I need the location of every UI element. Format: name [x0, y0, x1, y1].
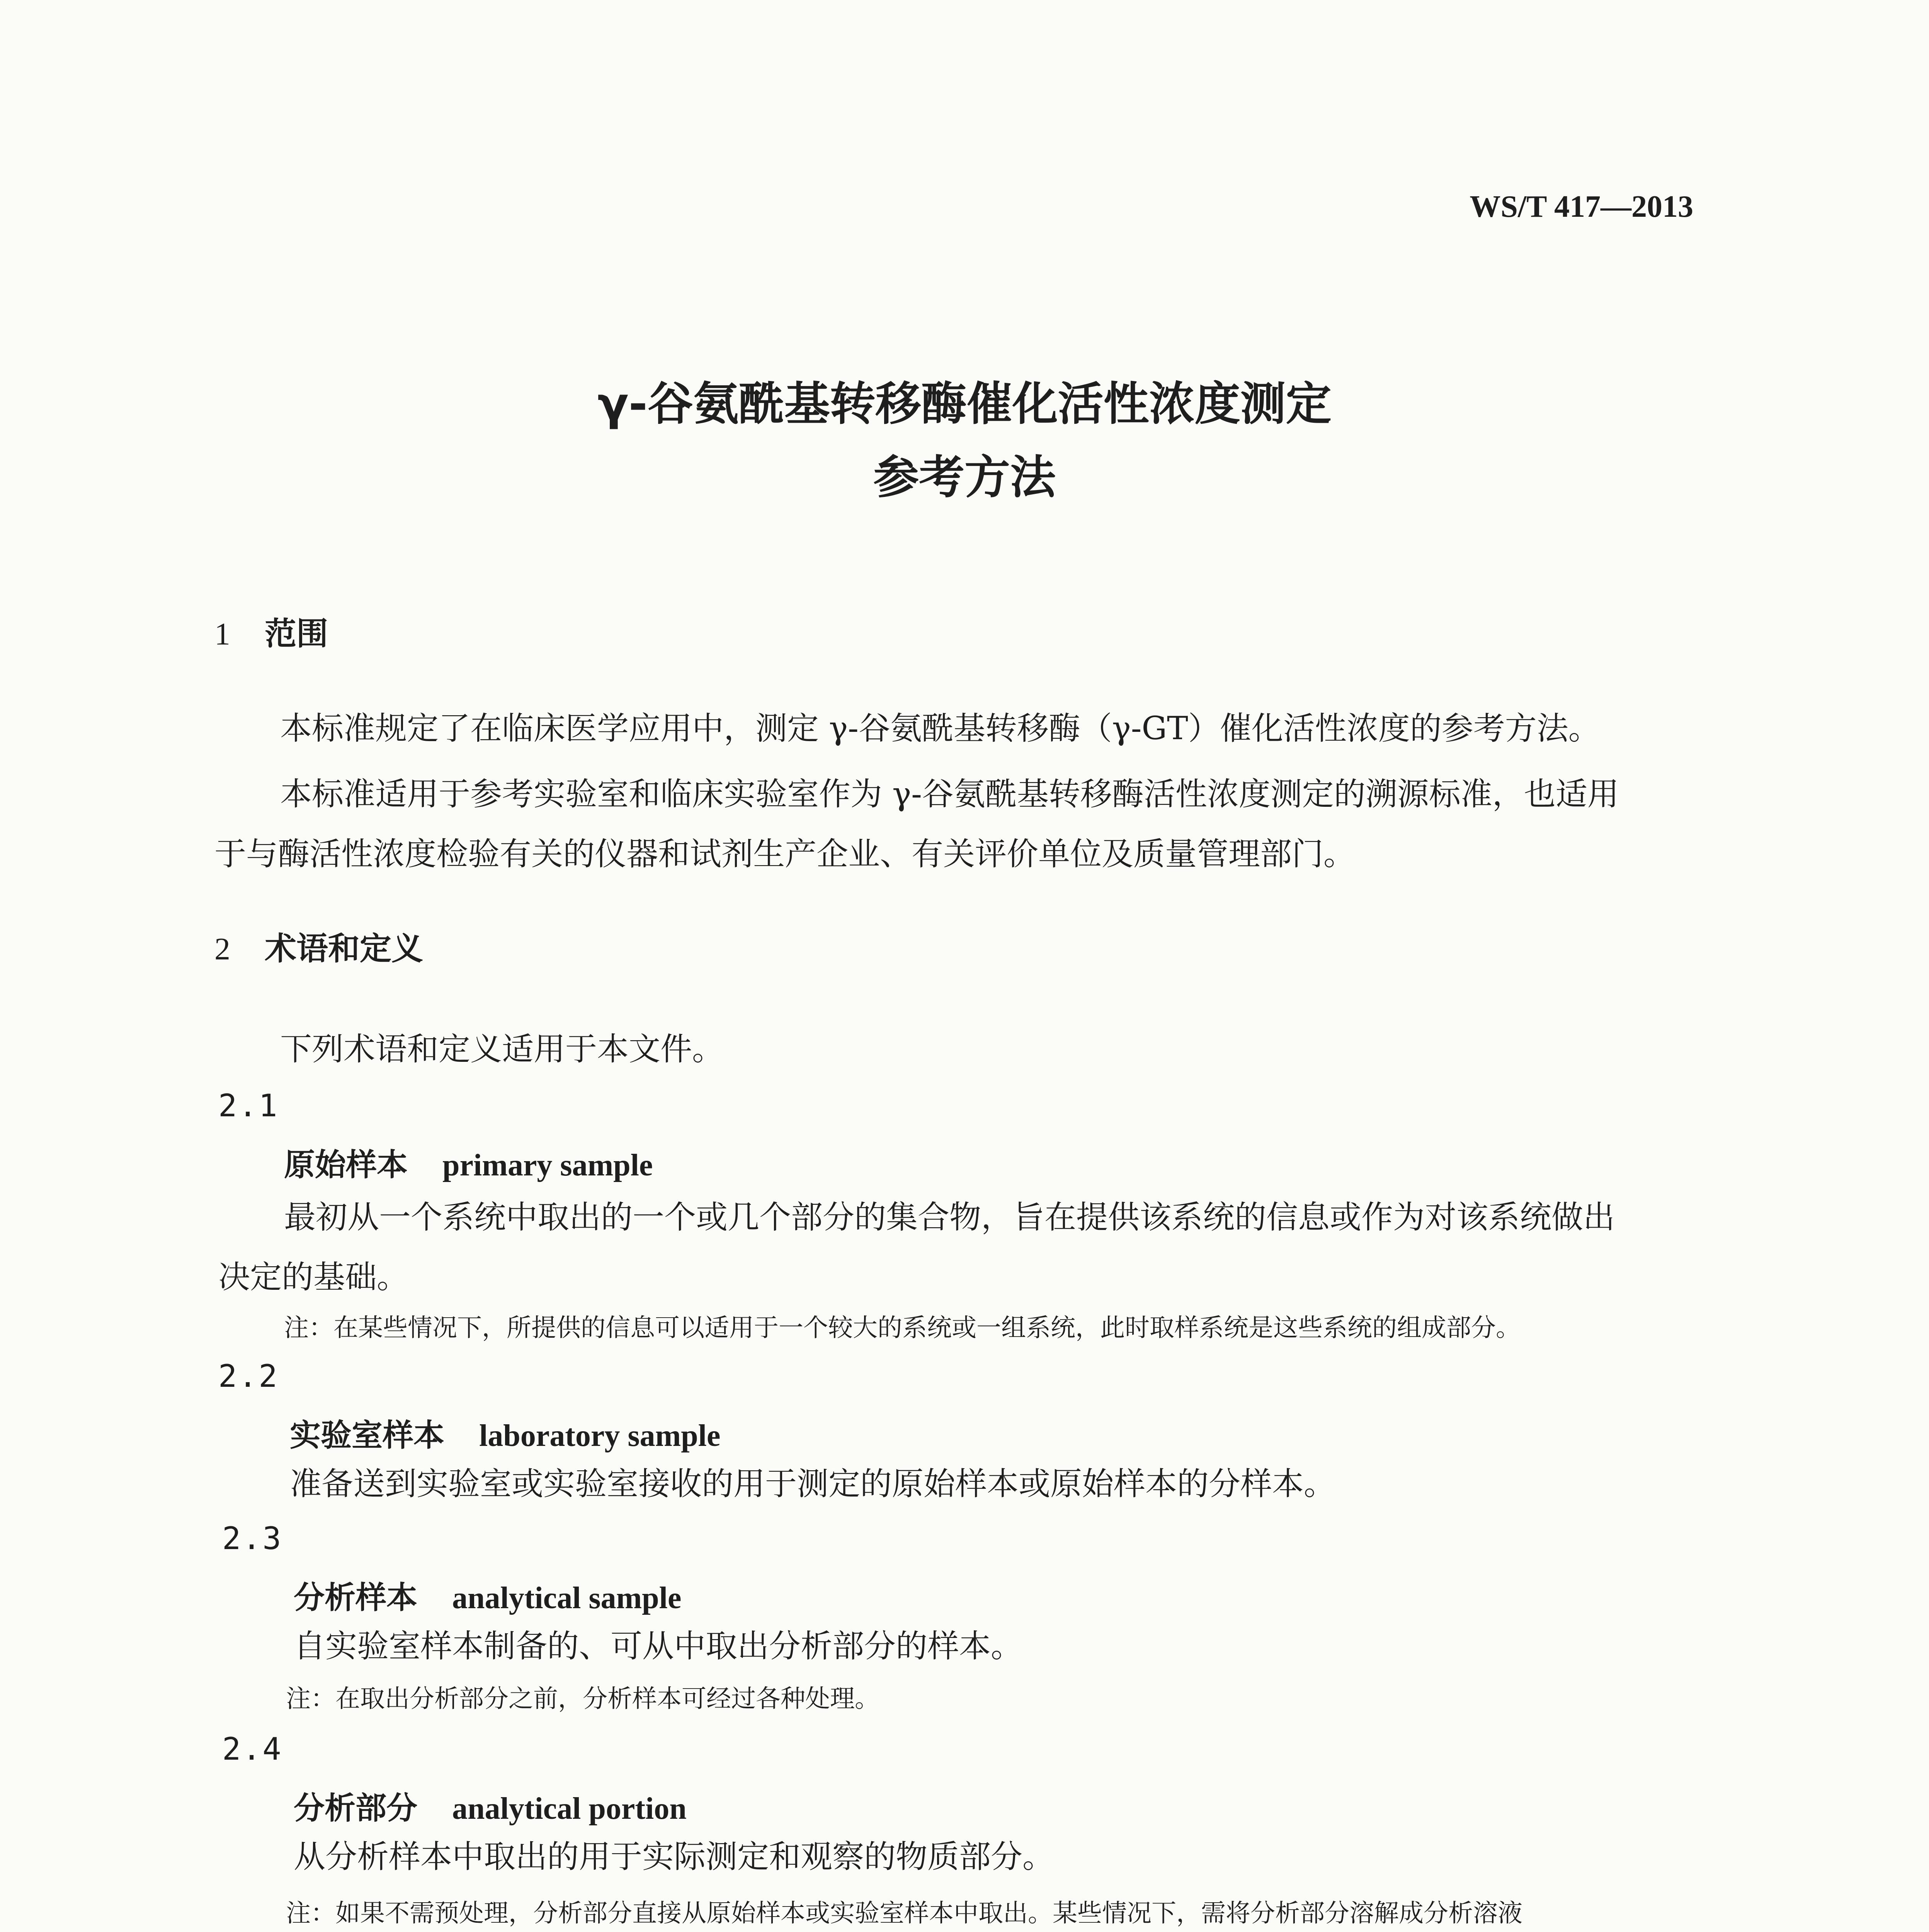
term-heading	[294, 1573, 681, 1617]
section-number: 1	[214, 616, 230, 651]
section-title: 范围	[265, 616, 328, 652]
term-note: 注：在某些情况下，所提供的信息可以适用于一个较大的系统或一组系统，此时取样系统是这些系统的组成部分。	[284, 1314, 1521, 1342]
term-cn: 分析样本	[294, 1580, 417, 1616]
term-definition: 准备送到实验室或实验室接收的用于测定的原始样本或原始样本的分样本。	[290, 1466, 1336, 1502]
section-title: 术语和定义	[265, 930, 424, 967]
section-1-heading	[214, 609, 328, 654]
term-en: analytical sample	[452, 1581, 682, 1615]
term-en: primary sample	[442, 1148, 653, 1182]
terms-intro: 下列术语和定义适用于本文件。	[280, 1031, 724, 1068]
clause-number: 2.3	[222, 1520, 283, 1556]
term-definition: 自实验室样本制备的、可从中取出分析部分的样本。	[294, 1628, 1023, 1665]
document-title-line1: γ-谷氨酰基转移酶催化活性浓度测定	[597, 377, 1332, 430]
term-en: laboratory sample	[479, 1419, 721, 1453]
term-cn: 分析部分	[294, 1790, 417, 1826]
scope-paragraph-2-line2: 于与酶活性浓度检验有关的仪器和试剂生产企业、有关评价单位及质量管理部门。	[214, 836, 1356, 872]
clause-number: 2.2	[218, 1358, 279, 1394]
term-note: 注：在取出分析部分之前，分析样本可经过各种处理。	[286, 1685, 879, 1713]
section-number: 2	[214, 931, 230, 966]
term-en: analytical portion	[452, 1792, 687, 1826]
clause-number: 2.4	[222, 1731, 283, 1767]
standard-number: WS/T 417—2013	[1470, 190, 1693, 224]
term-heading	[294, 1783, 687, 1828]
term-definition: 最初从一个系统中取出的一个或几个部分的集合物，旨在提供该系统的信息或作为对该系统做出	[284, 1199, 1615, 1236]
term-definition: 决定的基础。	[218, 1259, 409, 1296]
scope-paragraph-1: 本标准规定了在临床医学应用中，测定 γ-谷氨酰基转移酶（γ-GT）催化活性浓度的参考方法。	[280, 710, 1600, 747]
section-2-heading	[214, 923, 423, 969]
clause-number: 2.1	[218, 1088, 279, 1124]
term-note: 注：如果不需预处理，分析部分直接从原始样本或实验室样本中取出。某些情况下，需将分析部分溶解成分析溶液	[286, 1899, 1522, 1928]
term-cn: 实验室样本	[290, 1417, 444, 1453]
scope-paragraph-2-line1: 本标准适用于参考实验室和临床实验室作为 γ-谷氨酰基转移酶活性浓度测定的溯源标准，也适用	[280, 776, 1619, 813]
term-definition: 从分析样本中取出的用于实际测定和观察的物质部分。	[294, 1838, 1055, 1875]
term-heading	[284, 1140, 653, 1184]
document-title-line2: 参考方法	[873, 451, 1056, 504]
term-heading	[290, 1410, 720, 1455]
term-cn: 原始样本	[284, 1147, 408, 1183]
